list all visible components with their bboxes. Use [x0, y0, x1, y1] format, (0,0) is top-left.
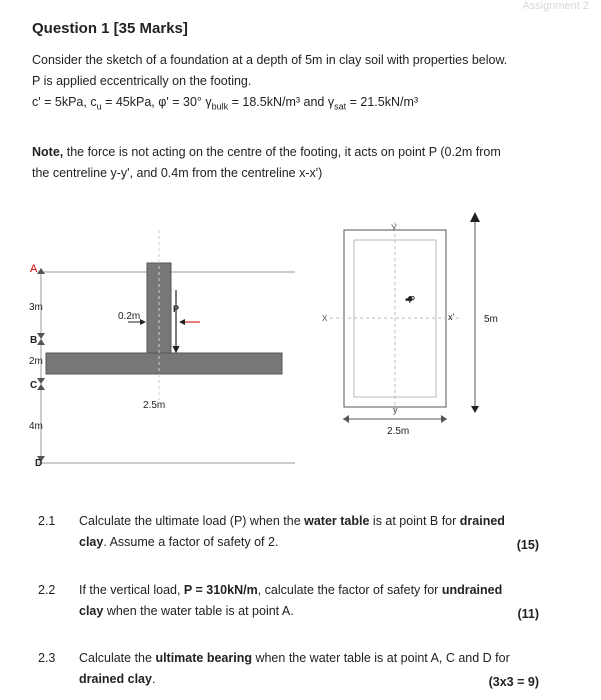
subq-2-2-line-2: clay when the water table is at point A. [79, 604, 294, 618]
c-prime: c' = 5kPa, [32, 95, 87, 109]
gamma-bulk-subscript: bulk [211, 101, 229, 112]
phi-value: φ' = 30° [158, 95, 202, 109]
cu-symbol: c [90, 95, 97, 109]
label-y-bottom: y [393, 405, 398, 415]
subq-2-3-number: 2.3 [38, 651, 56, 665]
label-d: D [35, 458, 43, 469]
subq-2-1-number: 2.1 [38, 514, 56, 528]
subq-2-2-marks: (11) [517, 607, 539, 621]
note-label: Note, [32, 145, 64, 159]
gamma-sat-value: = 21.5kN/m³ [346, 95, 419, 109]
footing-base [46, 353, 282, 374]
dim-2-5m-arrow-left [343, 415, 349, 423]
gamma-sat-subscript: sat [334, 101, 347, 112]
label-y-top: Y [391, 223, 398, 233]
gamma-bulk-symbol: γ [205, 95, 212, 109]
gamma-bulk-value: = 18.5kN/m³ and [228, 95, 325, 109]
label-b: B [30, 335, 38, 346]
note-line-2: the centreline y-y', and 0.4m from the centreline x-x') [32, 166, 323, 180]
label-p-left: P [173, 304, 180, 314]
arrow-b-bottom [37, 339, 45, 345]
dim-2m: 2m [29, 356, 43, 367]
foundation-sketch [0, 200, 601, 475]
label-p-right: •P [405, 295, 416, 306]
dim-5m-arrow-bottom [471, 406, 479, 413]
cu-value: = 45kPa, [101, 95, 155, 109]
label-x-left: X [322, 314, 328, 323]
dim-5m: 5m [484, 314, 498, 325]
soil-properties [32, 95, 418, 112]
question-title: Question 1 [35 Marks] [32, 20, 188, 37]
note-text-1: the force is not acting on the centre of the footing, it acts on point P (0.2m from [63, 145, 501, 159]
subq-2-1-marks: (15) [516, 538, 539, 552]
dim-5m-arrow-top [470, 212, 480, 222]
subq-2-2-number: 2.2 [38, 583, 56, 597]
watermark: Assignment 2 [522, 0, 589, 12]
note-line-1 [32, 145, 501, 159]
arrow-c-bottom [37, 384, 45, 390]
arrow-a [37, 268, 45, 274]
subq-2-2-line-1: If the vertical load, P = 310kN/m, calculate the factor of safety for undrained [79, 583, 503, 597]
arrow-c-top [37, 378, 45, 384]
subq-2-3-marks: (3x3 = 9) [488, 675, 539, 689]
dim-0-2m: 0.2m [118, 311, 141, 322]
subq-2-3-line-2: drained clay. [79, 672, 156, 686]
label-x-right: x' [448, 312, 455, 322]
intro-line-2: P is applied eccentrically on the footing. [32, 74, 252, 88]
cu-subscript: u [96, 101, 102, 112]
label-a: A [30, 263, 38, 275]
dim-2-5m-arrow-right [441, 415, 447, 423]
dim-2-5m-right: 2.5m [387, 426, 410, 437]
arrow-b-top [37, 333, 45, 339]
gamma-sat-symbol: γ [327, 95, 335, 109]
dim-3m: 3m [29, 302, 43, 313]
subq-2-3-line-1: Calculate the ultimate bearing when the water table is at point A, C and D for [79, 651, 510, 665]
subq-2-1-line-2: clay. Assume a factor of safety of 2. [79, 535, 279, 549]
subq-2-1-line-1: Calculate the ultimate load (P) when the water table is at point B for drained [79, 514, 505, 528]
dim-4m: 4m [29, 421, 43, 432]
intro-line-1: Consider the sketch of a foundation at a depth of 5m in clay soil with properties below. [32, 53, 508, 67]
label-c: C [30, 380, 38, 391]
dim-2-5m-left: 2.5m [143, 400, 166, 411]
